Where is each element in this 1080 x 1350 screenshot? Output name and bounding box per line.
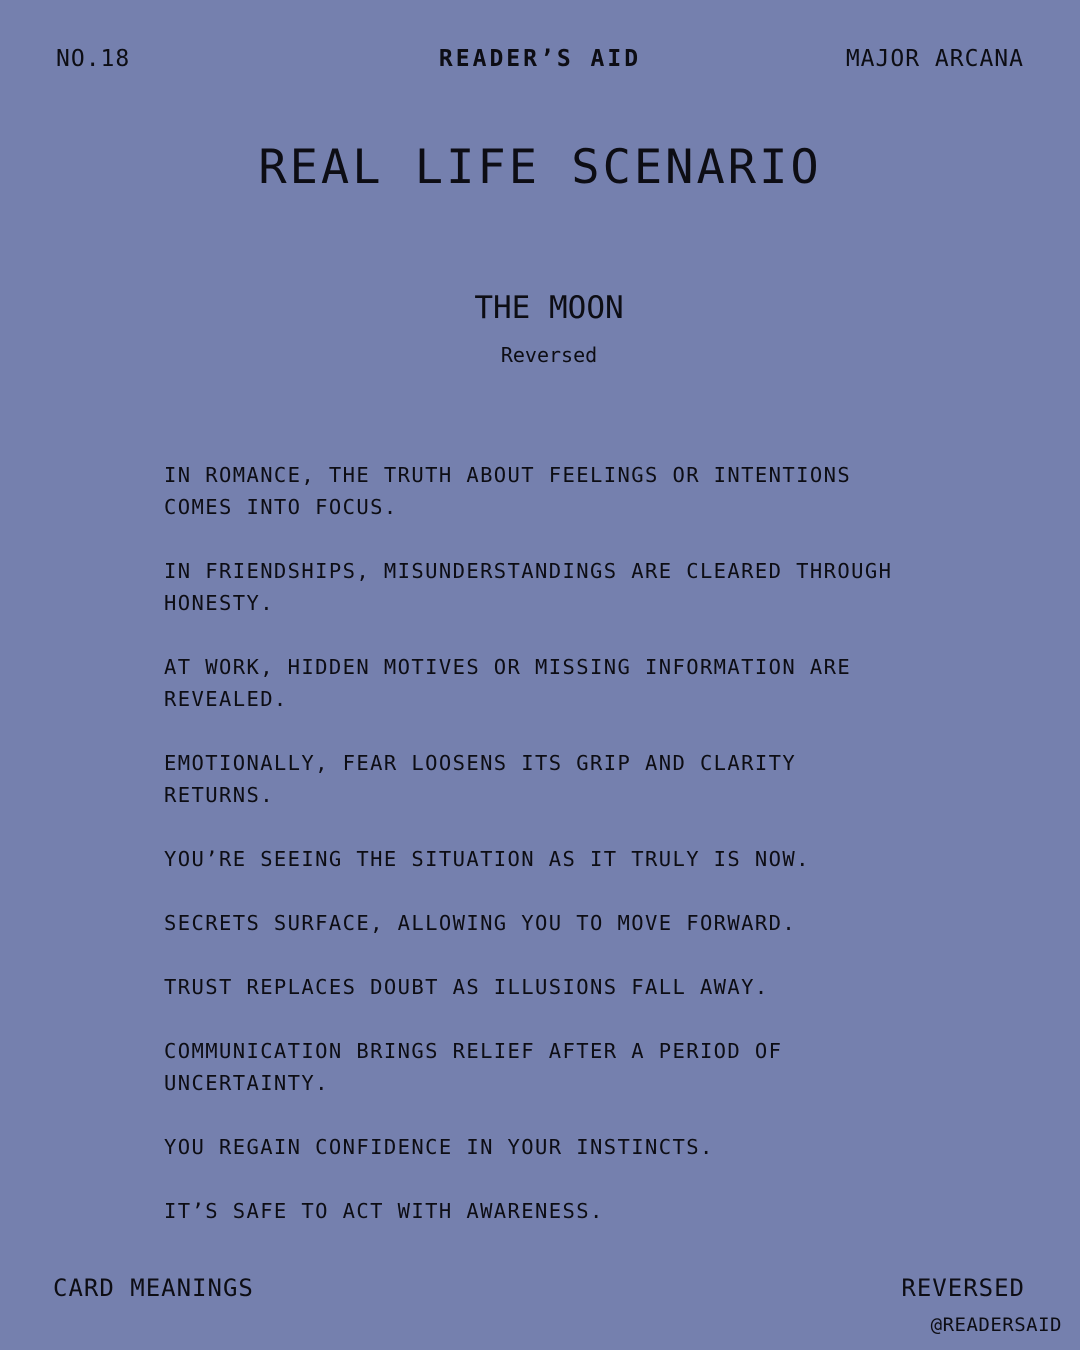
social-handle: @READERSAID bbox=[930, 1314, 1062, 1336]
header-bar bbox=[56, 46, 1024, 80]
scenario-item: SECRETS SURFACE, ALLOWING YOU TO MOVE FORWARD. bbox=[164, 911, 797, 935]
page-title: REAL LIFE SCENARIO bbox=[258, 140, 822, 195]
footer-section-label: CARD MEANINGS bbox=[53, 1274, 254, 1302]
scenario-item: IN ROMANCE, THE TRUTH ABOUT FEELINGS OR INTENTIONS COMES INTO FOCUS. bbox=[164, 463, 852, 519]
scenario-item: YOU’RE SEEING THE SITUATION AS IT TRULY IS NOW. bbox=[164, 847, 810, 871]
scenario-item: IT’S SAFE TO ACT WITH AWARENESS. bbox=[164, 1199, 604, 1223]
footer-orientation-label: REVERSED bbox=[901, 1274, 1025, 1302]
card-category: MAJOR ARCANA bbox=[845, 46, 1024, 72]
card-number: NO.18 bbox=[56, 46, 131, 72]
brand-name: READER’S AID bbox=[438, 46, 642, 72]
card-name: THE MOON bbox=[474, 290, 624, 326]
card-orientation: Reversed bbox=[500, 343, 598, 367]
scenario-item: AT WORK, HIDDEN MOTIVES OR MISSING INFORMATION ARE REVEALED. bbox=[164, 655, 852, 711]
scenario-item: EMOTIONALLY, FEAR LOOSENS ITS GRIP AND CLARITY RETURNS. bbox=[164, 751, 797, 807]
scenario-list bbox=[164, 459, 904, 1259]
scenario-item: COMMUNICATION BRINGS RELIEF AFTER A PERIOD OF UNCERTAINTY. bbox=[164, 1039, 783, 1095]
scenario-item: YOU REGAIN CONFIDENCE IN YOUR INSTINCTS. bbox=[164, 1135, 714, 1159]
scenario-item: TRUST REPLACES DOUBT AS ILLUSIONS FALL AWAY. bbox=[164, 975, 769, 999]
scenario-item: IN FRIENDSHIPS, MISUNDERSTANDINGS ARE CLEARED THROUGH HONESTY. bbox=[164, 559, 893, 615]
